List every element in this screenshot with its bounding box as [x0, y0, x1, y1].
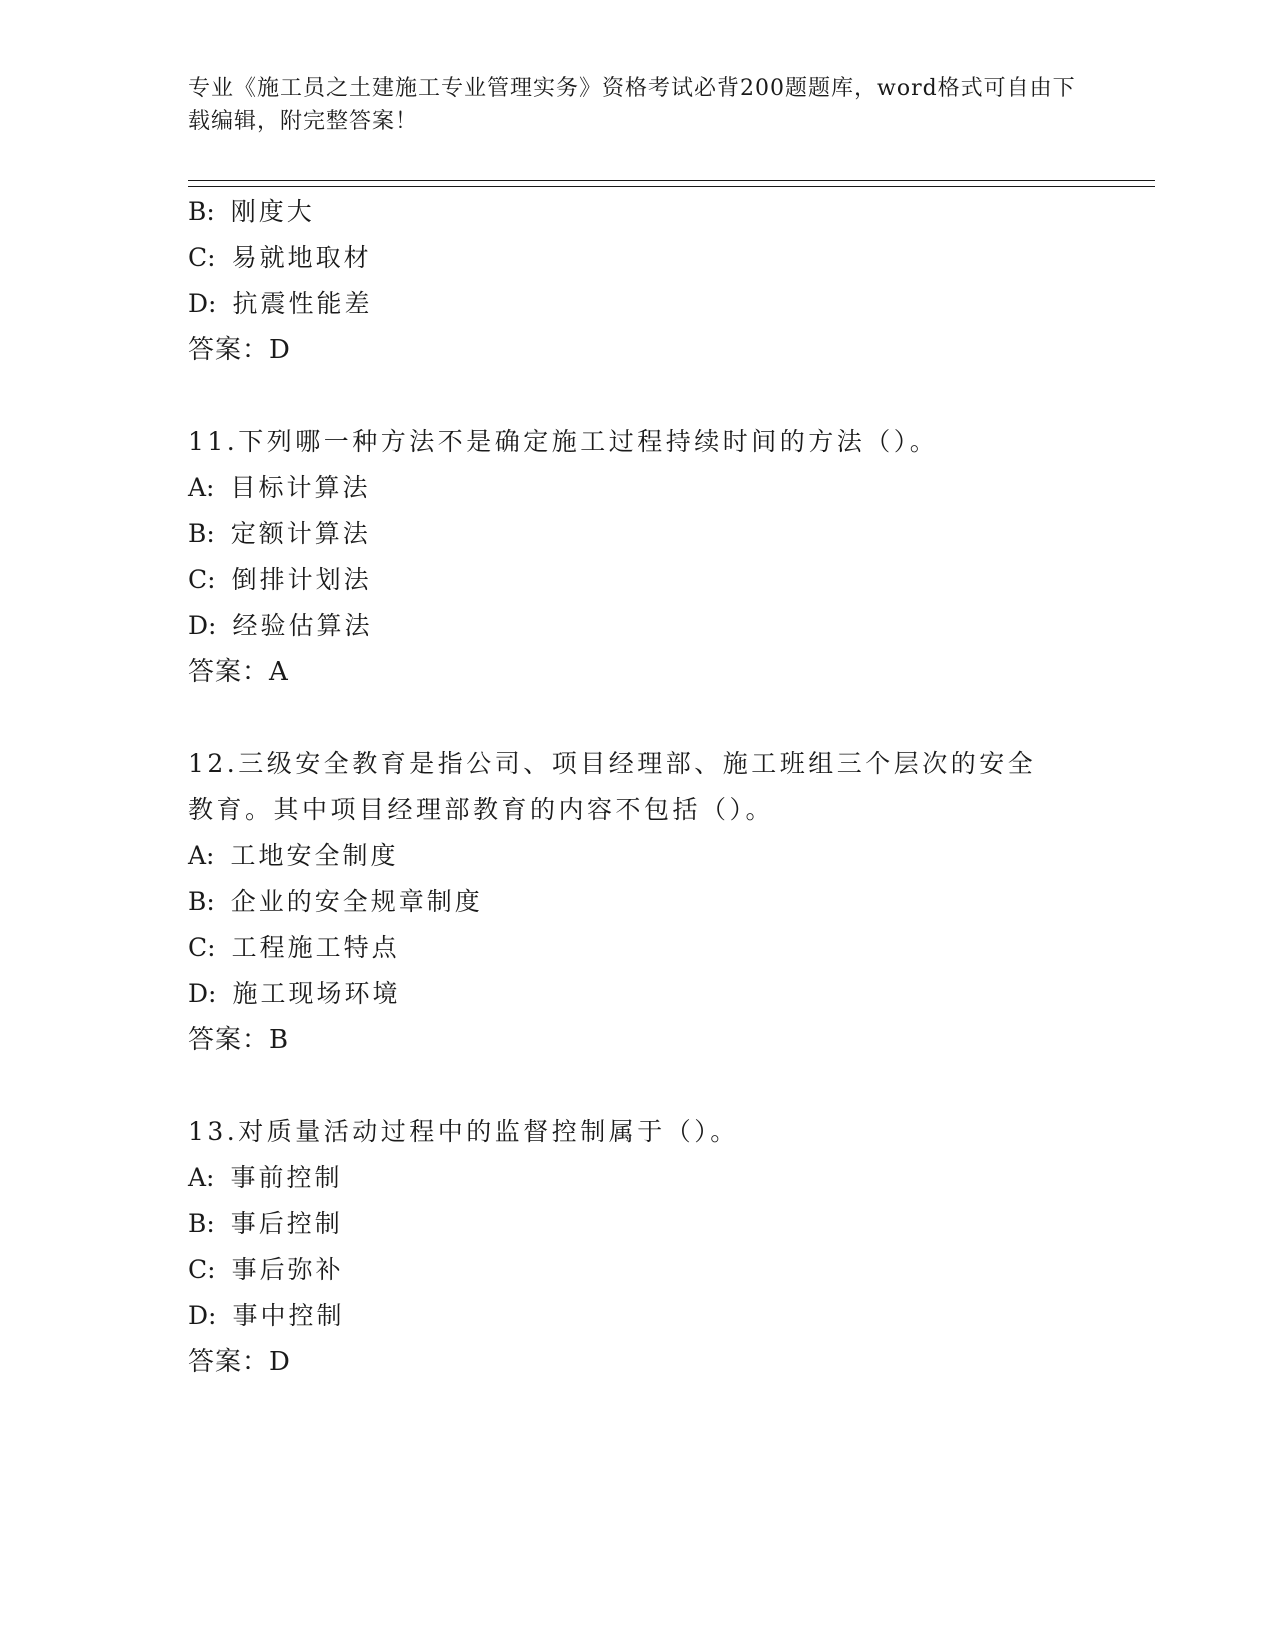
option-letter: B: [188, 519, 215, 548]
option-c [188, 1247, 1088, 1293]
option-text: 工地安全制度 [230, 841, 399, 870]
option-a [188, 1155, 1088, 1201]
option-text: 定额计算法 [230, 519, 371, 548]
option-a [188, 833, 1088, 879]
option-text: 刚度大 [230, 197, 315, 226]
option-letter: D: [188, 979, 217, 1008]
question-stem: 三级安全教育是指公司、项目经理部、施工班组三个层次的安全教育。其中项目经理部教育的内容不包括（）。 [188, 749, 1037, 824]
option-letter: B: [188, 887, 215, 916]
question-number: 13. [188, 1117, 239, 1146]
answer-label: 答案： [188, 335, 270, 365]
option-text: 工程施工特点 [231, 933, 400, 962]
answer-value: D [269, 1347, 290, 1377]
option-letter: D: [188, 611, 217, 640]
answer-value: A [269, 657, 288, 687]
document-title: 专业《施工员之土建施工专业管理实务》资格考试必背200题题库，word格式可自由下载编辑，附完整答案！ [188, 76, 1076, 134]
option-b [188, 879, 1088, 925]
option-letter: D: [188, 1301, 217, 1330]
question-number: 12. [188, 749, 239, 778]
option-letter: C: [188, 243, 216, 272]
option-b [188, 1201, 1088, 1247]
option-letter: C: [188, 565, 216, 594]
answer-line [188, 327, 1088, 373]
spacer [188, 1063, 1088, 1109]
option-b [188, 511, 1088, 557]
question-number: 11. [188, 427, 239, 456]
question-text [188, 741, 1043, 833]
document-header [188, 72, 1078, 138]
option-b [188, 189, 1088, 235]
option-c [188, 235, 1088, 281]
option-text: 易就地取材 [231, 243, 372, 272]
answer-value: B [269, 1025, 289, 1055]
option-text: 事后弥补 [231, 1255, 344, 1284]
option-text: 事中控制 [232, 1301, 345, 1330]
option-c [188, 557, 1088, 603]
option-d [188, 603, 1088, 649]
spacer [188, 373, 1088, 419]
option-d [188, 281, 1088, 327]
answer-label: 答案： [188, 657, 270, 687]
answer-value: D [269, 335, 290, 365]
spacer [188, 695, 1088, 741]
option-d [188, 971, 1088, 1017]
answer-label: 答案： [188, 1347, 270, 1377]
option-letter: A: [188, 841, 215, 870]
question-block [188, 189, 1088, 373]
option-letter: B: [188, 1209, 215, 1238]
question-block [188, 741, 1088, 1063]
question-block [188, 419, 1088, 695]
question-block [188, 1109, 1088, 1385]
option-d [188, 1293, 1088, 1339]
option-text: 倒排计划法 [231, 565, 372, 594]
option-text: 目标计算法 [230, 473, 371, 502]
option-text: 企业的安全规章制度 [230, 887, 483, 916]
option-letter: C: [188, 933, 216, 962]
question-stem: 下列哪一种方法不是确定施工过程持续时间的方法（）。 [238, 427, 939, 456]
option-text: 事前控制 [230, 1163, 343, 1192]
question-stem: 对质量活动过程中的监督控制属于（）。 [238, 1117, 739, 1146]
header-double-rule [188, 180, 1155, 187]
option-letter: B: [188, 197, 215, 226]
option-letter: A: [188, 473, 215, 502]
option-text: 事后控制 [230, 1209, 343, 1238]
option-text: 经验估算法 [232, 611, 373, 640]
option-a [188, 465, 1088, 511]
option-text: 施工现场环境 [232, 979, 401, 1008]
option-text: 抗震性能差 [232, 289, 373, 318]
question-list [188, 189, 1088, 1385]
option-c [188, 925, 1088, 971]
answer-line [188, 1339, 1088, 1385]
answer-line [188, 649, 1088, 695]
answer-label: 答案： [188, 1025, 270, 1055]
option-letter: C: [188, 1255, 216, 1284]
question-text [188, 419, 1088, 465]
answer-line [188, 1017, 1088, 1063]
option-letter: D: [188, 289, 217, 318]
question-text [188, 1109, 1088, 1155]
option-letter: A: [188, 1163, 215, 1192]
